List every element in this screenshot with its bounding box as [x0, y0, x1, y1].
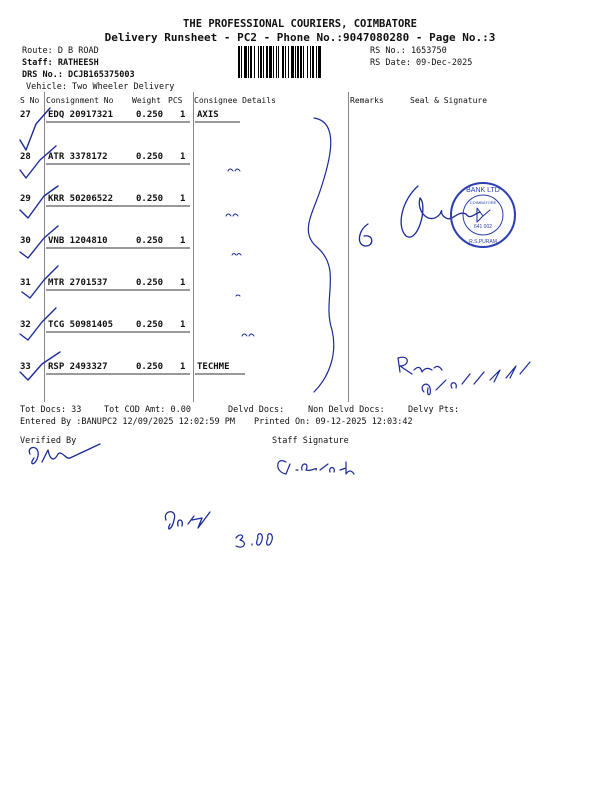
row-weight: 0.250 — [136, 278, 164, 288]
total-cod: Tot COD Amt: 0.00 — [104, 405, 191, 415]
row-sno: 29 — [20, 194, 31, 204]
row-weight: 0.250 — [136, 110, 164, 120]
row-consignee: AXIS — [197, 110, 219, 120]
delivered-docs: Delvd Docs: — [228, 405, 285, 415]
entered-by: Entered By :BANUPC2 12/09/2025 12:02:59 PM — [20, 417, 235, 427]
col-weight: Weight — [132, 96, 161, 105]
route-label: Route: D B ROAD — [22, 46, 99, 56]
row-pcs: 1 — [180, 278, 186, 288]
stamp-line1: BANK LTD — [466, 187, 500, 194]
stamp-line2: COIMBATORE — [469, 200, 497, 205]
col-seal: Seal & Signature — [410, 96, 488, 105]
row-consignment: KRR 50206522 — [48, 194, 114, 204]
row-pcs: 1 — [180, 362, 186, 372]
col-sno: S No — [20, 96, 40, 105]
row-sno: 27 — [20, 110, 31, 120]
company-title: THE PROFESSIONAL COURIERS, COIMBATORE — [183, 18, 417, 30]
tick-icon — [20, 108, 60, 380]
col-pcs: PCS — [168, 96, 183, 105]
rs-date: RS Date: 09-Dec-2025 — [370, 58, 473, 68]
row-pcs: 1 — [180, 152, 186, 162]
staff-label: Staff: RATHEESH — [22, 58, 99, 68]
row-sno: 28 — [20, 152, 31, 162]
row-consignment: EDQ 20917321 — [48, 110, 114, 120]
row-weight: 0.250 — [136, 362, 164, 372]
row-consignment: RSP 2493327 — [48, 362, 108, 372]
drs-number: DRS No.: DCJB165375003 — [22, 70, 135, 80]
staff-signature-label: Staff Signature — [272, 436, 349, 446]
delivery-points: Delvy Pts: — [408, 405, 460, 415]
row-weight: 0.250 — [136, 320, 164, 330]
bank-logo-icon — [477, 208, 490, 222]
stamp-line4: R.S.PURAM — [469, 239, 497, 245]
row-consignment: VNB 1204810 — [48, 236, 108, 246]
row-sno: 33 — [20, 362, 31, 372]
verified-by-label: Verified By — [20, 436, 77, 446]
row-consignee: TECHME — [197, 362, 230, 372]
runsheet-subtitle: Delivery Runsheet - PC2 - Phone No.:9047080280 - Page No.:3 — [104, 31, 496, 44]
row-sno: 31 — [20, 278, 31, 288]
row-consignment: MTR 2701537 — [48, 278, 108, 288]
vehicle-label: Vehicle: Two Wheeler Delivery — [26, 82, 175, 92]
bank-stamp — [448, 180, 518, 250]
non-delivered-docs: Non Delvd Docs: — [308, 405, 385, 415]
printed-on: Printed On: 09-12-2025 12:03:42 — [254, 417, 413, 427]
col-consignment: Consignment No — [46, 96, 114, 105]
row-consignment: ATR 3378172 — [48, 152, 108, 162]
row-weight: 0.250 — [136, 194, 164, 204]
remark-number — [359, 224, 371, 246]
total-docs: Tot Docs: 33 — [20, 405, 82, 415]
row-weight: 0.250 — [136, 236, 164, 246]
stamp-line3: 641 002 — [473, 224, 493, 230]
row-sno: 32 — [20, 320, 31, 330]
col-remarks: Remarks — [350, 96, 384, 105]
col-consignee: Consignee Details — [194, 96, 276, 105]
row-consignment: TCG 50981405 — [48, 320, 114, 330]
row-sno: 30 — [20, 236, 31, 246]
row-pcs: 1 — [180, 236, 186, 246]
row-weight: 0.250 — [136, 152, 164, 162]
rs-number: RS No.: 1653750 — [370, 46, 447, 56]
row-pcs: 1 — [180, 194, 186, 204]
row-pcs: 1 — [180, 110, 186, 120]
row-pcs: 1 — [180, 320, 186, 330]
